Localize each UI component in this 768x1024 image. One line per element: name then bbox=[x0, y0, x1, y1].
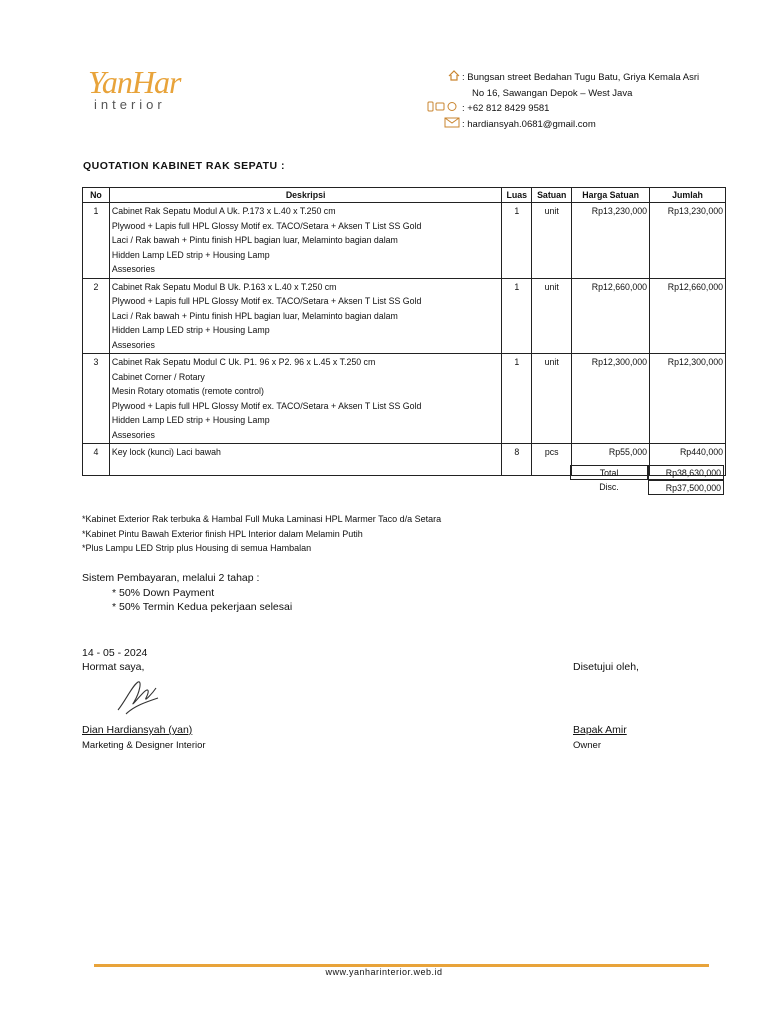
table-header-row bbox=[83, 188, 726, 203]
header-satuan: Satuan bbox=[532, 188, 572, 203]
disc-label: Disc. bbox=[599, 482, 619, 492]
total-value: Rp38,630,000 bbox=[648, 465, 724, 480]
desc-line: Cabinet Rak Sepatu Modul C Uk. P1. 96 x P2. 96 x L.45 x T.250 cm bbox=[111, 357, 376, 367]
total-label: Total bbox=[570, 465, 648, 480]
row-jumlah: Rp12,660,000 bbox=[650, 278, 726, 354]
header-deskripsi: Deskripsi bbox=[109, 188, 501, 203]
header-jumlah: Jumlah bbox=[650, 188, 726, 203]
table-row bbox=[83, 203, 726, 279]
row-luas: 1 bbox=[502, 203, 532, 279]
desc-line: Assesories bbox=[111, 339, 155, 350]
row-luas: 1 bbox=[502, 354, 532, 444]
left-signer-role: Marketing & Designer Interior bbox=[82, 740, 206, 751]
email-address: : hardiansyah.0681@gmail.com bbox=[462, 118, 596, 130]
note-line: *Kabinet Pintu Bawah Exterior finish HPL Interior dalam Melamin Putih bbox=[82, 528, 363, 539]
header-harga-satuan: Harga Satuan bbox=[572, 188, 650, 203]
payment-block bbox=[82, 571, 292, 615]
row-no: 1 bbox=[83, 203, 110, 279]
row-harga: Rp55,000 bbox=[572, 444, 650, 476]
payment-item: * 50% Down Payment bbox=[112, 586, 215, 599]
payment-item: * 50% Termin Kedua pekerjaan selesai bbox=[112, 601, 293, 613]
disc-value: Rp37,500,000 bbox=[648, 480, 724, 495]
quotation-table bbox=[82, 187, 726, 476]
row-luas: 8 bbox=[502, 444, 532, 476]
regards-text: Hormat saya, bbox=[82, 661, 145, 673]
desc-line: Laci / Rak bawah + Pintu finish HPL bagian luar, Melaminto bagian dalam bbox=[111, 310, 398, 321]
header-luas: Luas bbox=[502, 188, 532, 203]
desc-line: Cabinet Corner / Rotary bbox=[111, 371, 205, 382]
table-row bbox=[83, 354, 726, 444]
desc-line: Key lock (kunci) Laci bawah bbox=[111, 447, 221, 457]
desc-line: Laci / Rak bawah + Pintu finish HPL bagian luar, Melaminto bagian dalam bbox=[111, 235, 398, 245]
quotation-title: QUOTATION KABINET RAK SEPATU : bbox=[83, 160, 286, 172]
row-satuan: unit bbox=[532, 278, 572, 354]
desc-line: Plywood + Lapis full HPL Glossy Motif ex. TACO/Setara + Aksen T List SS Gold bbox=[111, 296, 422, 306]
row-satuan: unit bbox=[532, 354, 572, 444]
desc-line: Mesin Rotary otomatis (remote control) bbox=[111, 386, 264, 396]
right-signer-name: Bapak Amir bbox=[573, 724, 627, 736]
address-line-1: : Bungsan street Bedahan Tugu Batu, Griya Kemala Asri bbox=[462, 72, 700, 83]
desc-line bbox=[112, 460, 499, 475]
row-no: 4 bbox=[83, 444, 110, 476]
notes-block bbox=[82, 512, 441, 556]
note-line: *Plus Lampu LED Strip plus Housing di semua Hambalan bbox=[82, 543, 312, 553]
header-no: No bbox=[83, 188, 110, 203]
row-harga: Rp12,660,000 bbox=[572, 278, 650, 354]
row-no: 3 bbox=[83, 354, 110, 444]
row-satuan: pcs bbox=[532, 444, 572, 476]
row-luas: 1 bbox=[502, 278, 532, 354]
company-logo bbox=[88, 66, 180, 112]
signoff-left bbox=[82, 646, 147, 674]
logo-wordmark: YanHar bbox=[88, 64, 181, 100]
home-icon bbox=[420, 70, 460, 87]
payment-heading: Sistem Pembayaran, melalui 2 tahap : bbox=[82, 572, 260, 584]
row-harga: Rp12,300,000 bbox=[572, 354, 650, 444]
row-no: 2 bbox=[83, 278, 110, 354]
desc-line: Hidden Lamp LED strip + Housing Lamp bbox=[111, 415, 270, 425]
row-harga: Rp13,230,000 bbox=[572, 203, 650, 279]
desc-line: Plywood + Lapis full HPL Glossy Motif ex. TACO/Setara + Aksen T List SS Gold bbox=[111, 400, 422, 411]
row-description bbox=[109, 278, 501, 354]
phone-whatsapp-icon bbox=[420, 101, 460, 118]
desc-line: Hidden Lamp LED strip + Housing Lamp bbox=[111, 249, 270, 260]
row-jumlah: Rp12,300,000 bbox=[650, 354, 726, 444]
row-jumlah: Rp440,000 bbox=[650, 444, 726, 476]
quotation-date: 14 - 05 - 2024 bbox=[82, 647, 148, 659]
approved-text: Disetujui oleh, bbox=[573, 661, 639, 673]
table-row bbox=[83, 278, 726, 354]
row-description bbox=[109, 354, 501, 444]
row-description bbox=[109, 203, 501, 279]
desc-line: Hidden Lamp LED strip + Housing Lamp bbox=[111, 325, 270, 335]
right-signer-role: Owner bbox=[573, 740, 601, 751]
address-line-2: No 16, Sawangan Depok – West Java bbox=[472, 87, 633, 99]
desc-line: Assesories bbox=[111, 429, 155, 440]
phone-number: : +62 812 8429 9581 bbox=[462, 103, 550, 114]
desc-line: Assesories bbox=[111, 264, 155, 274]
row-description bbox=[109, 444, 501, 476]
logo-subtitle: interior bbox=[94, 97, 166, 112]
note-line: *Kabinet Exterior Rak terbuka & Hambal Full Muka Laminasi HPL Marmer Taco d/a Setara bbox=[82, 514, 442, 524]
handwritten-signature bbox=[112, 676, 162, 723]
desc-line: Cabinet Rak Sepatu Modul A Uk. P.173 x L.40 x T.250 cm bbox=[111, 206, 336, 216]
row-satuan: unit bbox=[532, 203, 572, 279]
mail-icon bbox=[420, 117, 460, 134]
left-signer-name: Dian Hardiansyah (yan) bbox=[82, 724, 193, 736]
desc-line: Cabinet Rak Sepatu Modul B Uk. P.163 x L.40 x T.250 cm bbox=[111, 281, 337, 292]
row-jumlah: Rp13,230,000 bbox=[650, 203, 726, 279]
footer-url: www.yanharinterior.web.id bbox=[325, 967, 443, 977]
desc-line: Plywood + Lapis full HPL Glossy Motif ex. TACO/Setara + Aksen T List SS Gold bbox=[111, 220, 422, 231]
